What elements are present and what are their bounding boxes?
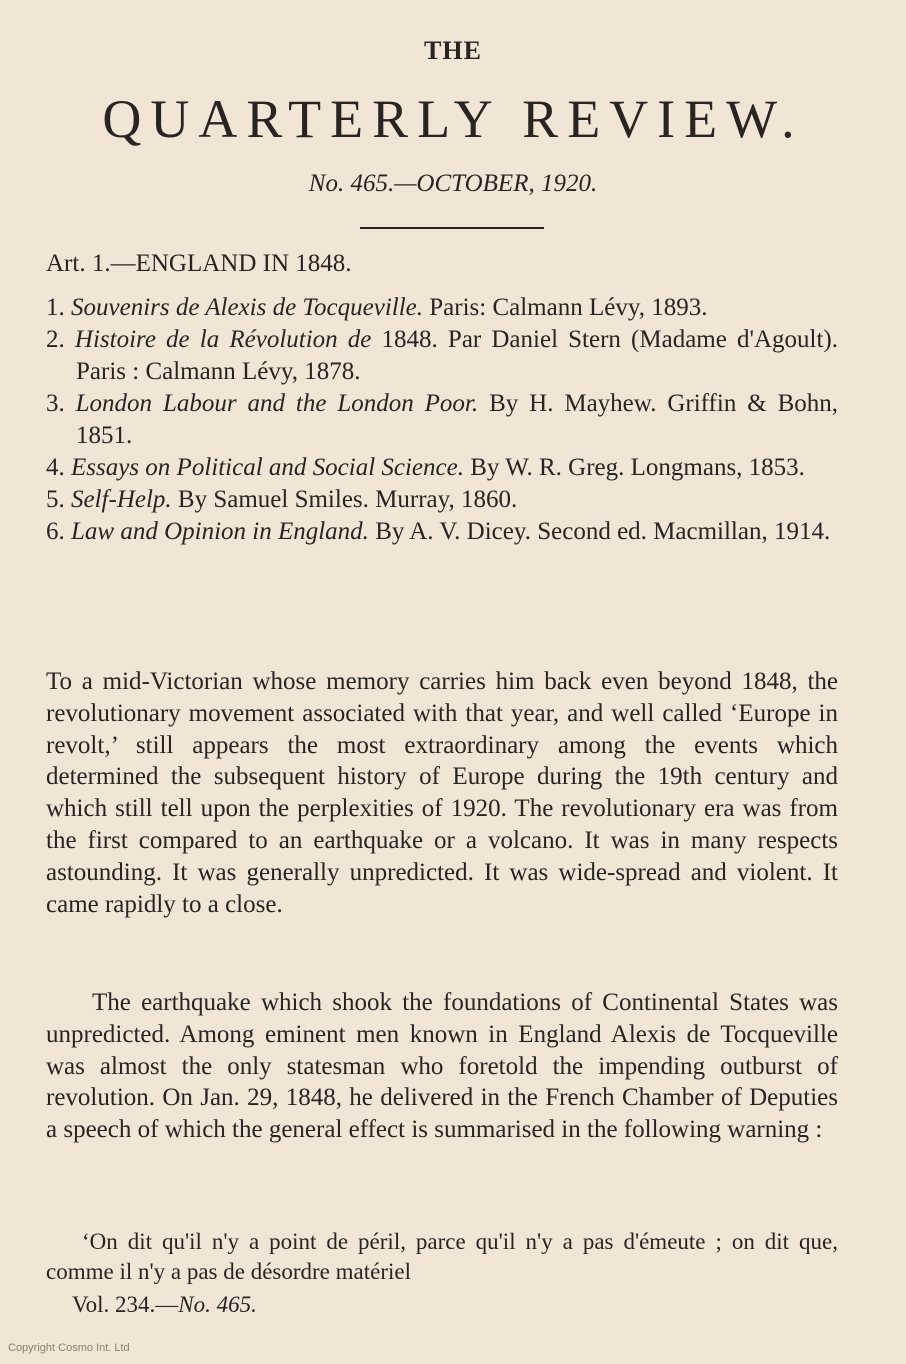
source-details: By W. R. Greg. Longmans, 1853.	[470, 454, 805, 481]
masthead-the: THE	[424, 36, 482, 65]
source-title: Self-Help.	[71, 486, 172, 513]
source-title: Essays on Political and Social Science.	[71, 454, 464, 481]
source-title: Law and Opinion in England.	[71, 518, 369, 545]
source-number: 1.	[46, 294, 65, 321]
source-item	[46, 324, 838, 388]
source-item	[46, 484, 838, 516]
source-number: 2.	[46, 326, 65, 353]
source-number: 5.	[46, 486, 65, 513]
article-heading: Art. 1.—ENGLAND IN 1848.	[46, 250, 352, 277]
copyright-watermark: Copyright Cosmo Int. Ltd	[8, 1342, 130, 1354]
volume-number: No. 465.	[178, 1292, 257, 1317]
source-details: By H. Mayhew. Griffin & Bohn, 1851.	[76, 390, 839, 449]
source-item	[46, 388, 838, 452]
source-number: 4.	[46, 454, 65, 481]
masthead-title: QUARTERLY REVIEW.	[102, 89, 804, 149]
source-details: 1848. Par Daniel Stern (Madame d'Agoult). Paris : Calmann Lévy, 1878.	[76, 326, 838, 385]
source-number: 3.	[46, 390, 65, 417]
issue-line: No. 465.—OCTOBER, 1920.	[308, 170, 598, 197]
source-details: Paris: Calmann Lévy, 1893.	[429, 294, 708, 321]
source-title: Souvenirs de Alexis de Tocqueville.	[71, 294, 424, 321]
source-item	[46, 292, 838, 324]
source-title: London Labour and the London Poor.	[75, 390, 479, 417]
divider-rule	[360, 227, 544, 229]
body-paragraph-1: To a mid-Victorian whose memory carries him back even beyond 1848, the revolutionary movement associated with that year, and well called ‘Europe in revolt,’ still appears the most extraordinary among the events which determined the subsequent history of Europe during the 19th century and which still tell upon the perplexities of 1920. The revolutionary era was from the first compared to an earthquake or a volcano. It was in many respects astounding. It was generally unpredicted. It was wide-spread and violent. It came rapidly to a close.	[46, 668, 838, 918]
source-item	[46, 516, 838, 548]
source-number: 6.	[46, 518, 65, 545]
source-details: By Samuel Smiles. Murray, 1860.	[177, 486, 518, 513]
source-title: Histoire de la Révolution de	[74, 326, 372, 353]
body-paragraph-2: The earthquake which shook the foundations of Continental States was unpredicted. Among eminent men known in England Alexis de Tocqueville was almost the only statesman who foretold the impending outburst of revolution. On Jan. 29, 1848, he delivered in the French Chamber of Deputies a speech of which the general effect is summarised in the following warning :	[46, 989, 838, 1144]
volume-label: Vol. 234.—	[72, 1292, 179, 1317]
quotation: ‘On dit qu'il n'y a point de péril, parce qu'il n'y a pas d'émeute ; on dit que, comme il n'y a pas de désordre matériel	[46, 1229, 838, 1284]
volume-footer	[72, 1292, 257, 1318]
source-details: By A. V. Dicey. Second ed. Macmillan, 1914.	[375, 518, 831, 545]
source-list	[46, 292, 838, 548]
source-item	[46, 452, 838, 484]
